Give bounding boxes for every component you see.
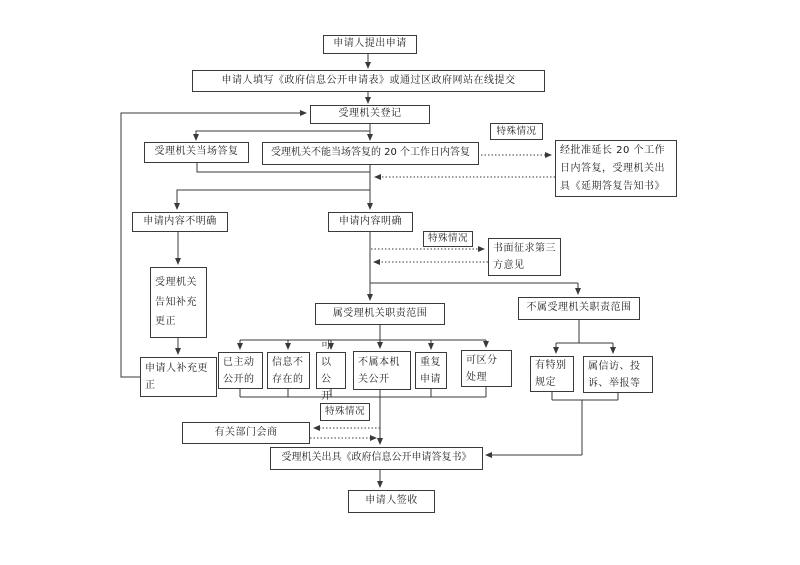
node-already-public: 已主动公开的: [218, 352, 263, 389]
node-fill-form: 申请人填写《政府信息公开申请表》或通过区政府网站在线提交: [192, 70, 545, 92]
node-petition: 属信访、投诉、举报等: [583, 356, 653, 393]
node-content-clear: 申请内容明确: [328, 212, 413, 232]
node-repeat-apply: 重复申请: [415, 352, 447, 389]
node-onspot-reply: 受理机关当场答复: [144, 142, 249, 163]
node-not-this-org: 不属本机关公开: [353, 351, 411, 390]
label-special-case-1: 特殊情况: [490, 123, 543, 140]
node-in-scope: 属受理机关职责范围: [315, 303, 445, 325]
node-extension: 经批准延长 20 个工作日内答复，受理机关出具《延期答复告知书》: [555, 140, 677, 197]
node-register: 受理机关登记: [310, 105, 430, 124]
node-not-onspot-reply: 受理机关不能当场答复的 20 个工作日内答复: [262, 142, 479, 165]
node-sign-receipt: 申请人签收: [348, 490, 435, 513]
label-special-case-2: 特殊情况: [423, 231, 473, 247]
node-applicant-supplement: 申请人补充更正: [140, 357, 217, 397]
node-special-rules: 有特别规定: [530, 356, 574, 392]
node-issue-reply: 受理机关出具《政府信息公开申请答复书》: [270, 447, 483, 470]
node-separable: 可区分处理: [461, 350, 512, 387]
node-info-not-exist: 信息不存在的: [267, 352, 310, 389]
node-content-unclear: 申请内容不明确: [132, 212, 228, 232]
node-out-of-scope: 不属受理机关职责范围: [518, 297, 640, 320]
node-third-party: 书面征求第三方意见: [488, 238, 561, 276]
label-special-case-3: 特殊情况: [320, 403, 370, 421]
node-notify-supplement: 受理机关告知补充更正: [150, 267, 207, 338]
node-can-public: 可以公开: [316, 352, 346, 389]
node-dept-consult: 有关部门会商: [182, 422, 310, 444]
node-apply: 申请人提出申请: [323, 35, 417, 54]
